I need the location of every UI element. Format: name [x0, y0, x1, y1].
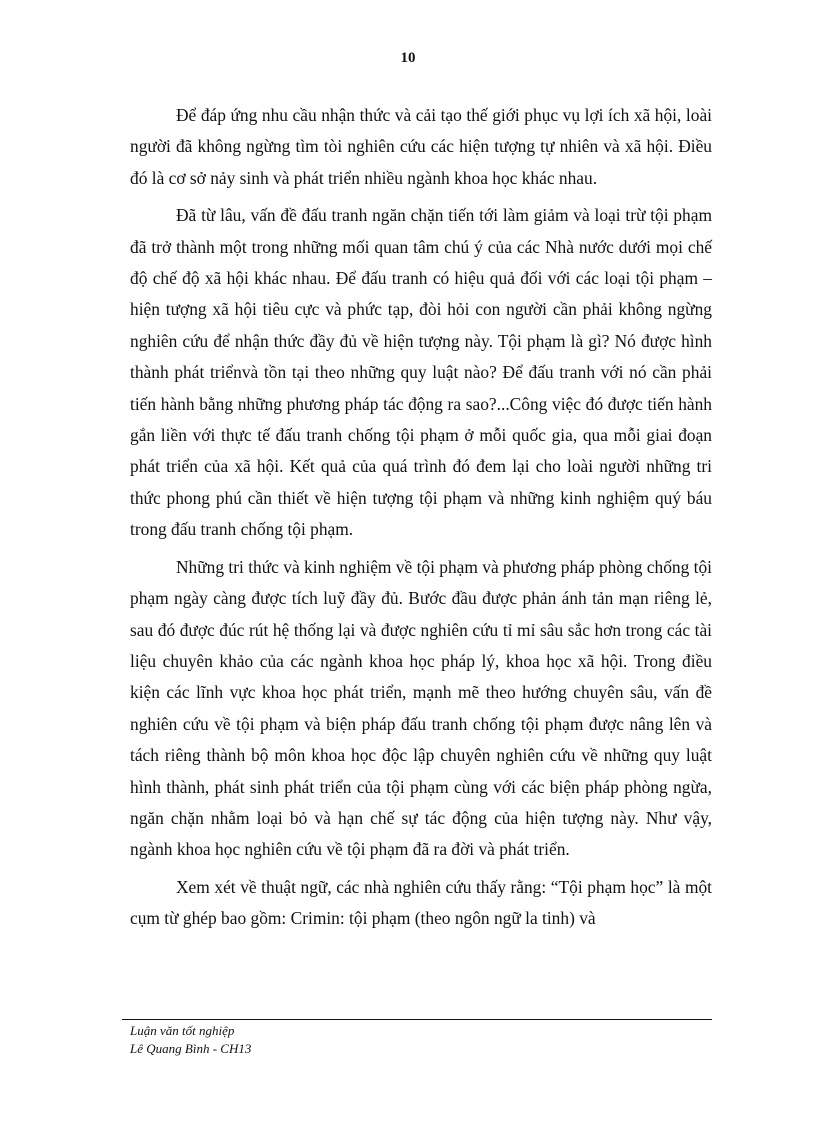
footer-divider: [122, 1019, 712, 1020]
paragraph-2: Đã từ lâu, vấn đề đấu tranh ngăn chặn tiến tới làm giảm và loại trừ tội phạm đã trở thành một trong những mối quan tâm chú ý của các Nhà nước dưới mọi chế độ chế độ xã hội khác nhau. Để đấu tranh có hiệu quả đối với các loại tội phạm – hiện tượng xã hội tiêu cực và phức tạp, đòi hỏi con người cần phải không ngừng nghiên cứu để nhận thức đầy đủ về hiện tượng này. Tội phạm là gì? Nó được hình thành phát triểnvà tồn tại theo những quy luật nào? Để đấu tranh với nó cần phải tiến hành bằng những phương pháp tác động ra sao?...Công việc đó được tiến hành gắn liền với thực tế đấu tranh chống tội phạm ở mỗi quốc gia, qua mỗi giai đoạn phát triển của xã hội. Kết quả của quá trình đó đem lại cho loài người những tri thức phong phú cần thiết về hiện tượng tội phạm và những kinh nghiệm quý báu trong đấu tranh chống tội phạm.: [130, 205, 712, 540]
paragraph-4: Xem xét về thuật ngữ, các nhà nghiên cứu thấy rằng: “Tội phạm học” là một cụm từ ghép bao gồm: Crimin: tội phạm (theo ngôn ngữ la tinh) và: [130, 876, 712, 929]
paragraph-1: Để đáp ứng nhu cầu nhận thức và cải tạo thế giới phục vụ lợi ích xã hội, loài người đã không ngừng tìm tòi nghiên cứu các hiện tượng tự nhiên và xã hội. Điều đó là cơ sở nảy sinh và phát triển nhiều ngành khoa học khác nhau.: [130, 105, 712, 188]
footer-author: Lê Quang Bình - CH13: [130, 1041, 252, 1056]
page-number: 10: [400, 50, 416, 66]
footer-thesis-label: Luận văn tốt nghiệp: [130, 1023, 235, 1038]
paragraph-3: Những tri thức và kinh nghiệm về tội phạm và phương pháp phòng chống tội phạm ngày càng được tích luỹ đầy đủ. Bước đầu được phản ánh tản mạn riêng lẻ, sau đó được đúc rút hệ thống lại và được nghiên cứu tỉ mỉ sâu sắc hơn trong các tài liệu chuyên khảo của các ngành khoa học pháp lý, khoa học xã hội. Trong điều kiện các lĩnh vực khoa học phát triển, mạnh mẽ theo hướng chuyên sâu, vấn đề nghiên cứu về tội phạm và biện pháp đấu tranh chống tội phạm được nâng lên và tách riêng thành bộ môn khoa học độc lập chuyên nghiên cứu về những quy luật hình thành, phát sinh phát triển của tội phạm cùng với các biện pháp phòng ngừa, ngăn chặn nhằm loại bỏ và hạn chế sự tác động của hiện tượng này. Như vậy, ngành khoa học nghiên cứu về tội phạm đã ra đời và phát triển.: [130, 556, 712, 860]
footer: [130, 1022, 251, 1058]
body-text: [130, 100, 712, 941]
